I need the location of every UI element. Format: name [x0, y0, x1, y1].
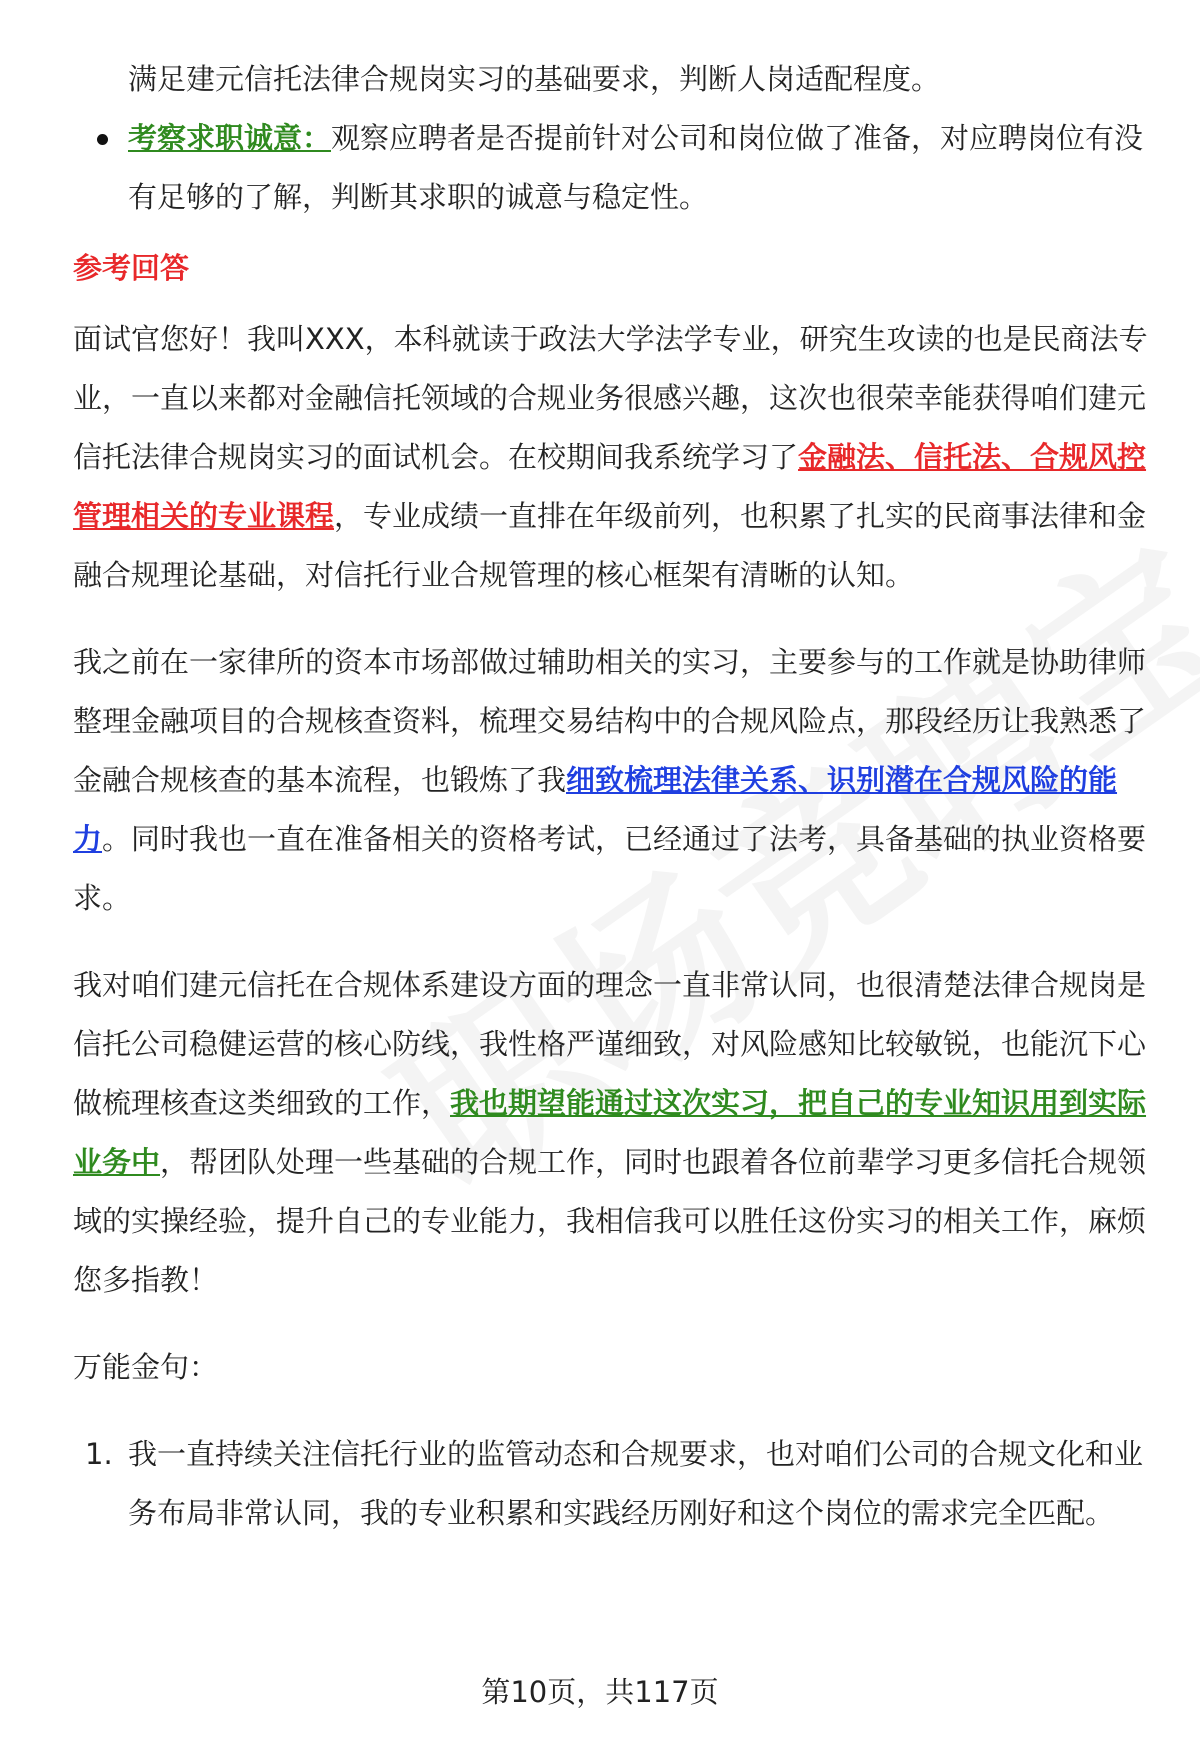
- answer-paragraph-2: [73, 633, 1153, 928]
- document-page: [73, 50, 1153, 1543]
- criteria-bullet: [73, 109, 1153, 227]
- page-footer: 第10页，共117页: [481, 1675, 719, 1709]
- highlight-blue: 细致梳理法律关系、识别潜在合规风险的能力: [73, 763, 1118, 856]
- golden-list-item: [73, 1425, 1153, 1543]
- answer-paragraph-3: [73, 956, 1153, 1310]
- list-item-text: 我一直持续关注信托行业的监管动态和合规要求，也对咱们公司的合规文化和业务布局非常认同，我的专业积累和实践经历刚好和这个岗位的需求完全匹配。: [128, 1437, 1144, 1530]
- paragraph-text: 面试官您好！我叫XXX，本科就读于政法大学法学专业，研究生攻读的也是民商法专业，一直以来都对金融信托领域的合规业务很感兴趣，这次也很荣幸能获得咱们建元信托法律合规岗实习的面试机会。在校期间我系统学习了: [73, 322, 1148, 474]
- criteria-continuation: 满足建元信托法律合规岗实习的基础要求，判断人岗适配程度。: [128, 62, 941, 96]
- paragraph-text: 。同时我也一直在准备相关的资格考试，已经通过了法考，具备基础的执业资格要求。: [73, 822, 1147, 915]
- paragraph-text: 我对咱们建元信托在合规体系建设方面的理念一直非常认同，也很清楚法律合规岗是信托公司稳健运营的核心防线，我性格严谨细致，对风险感知比较敏锐，也能沉下心做梳理核查这类细致的工作，: [73, 968, 1147, 1120]
- bullet-text: 观察应聘者是否提前针对公司和岗位做了准备，对应聘岗位有没有足够的了解，判断其求职的诚意与稳定性。: [128, 121, 1144, 214]
- answer-heading: 参考回答: [73, 251, 190, 285]
- paragraph-text: 我之前在一家律所的资本市场部做过辅助相关的实习，主要参与的工作就是协助律师整理金融项目的合规核查资料，梳理交易结构中的合规风险点，那段经历让我熟悉了金融合规核查的基本流程，也锻炼了我: [73, 645, 1147, 797]
- highlight-red: 金融法、信托法、合规风控管理相关的专业课程: [73, 440, 1147, 533]
- bullet-dot-icon: [97, 134, 108, 145]
- bullet-title: 考察求职诚意：: [128, 121, 332, 155]
- golden-heading: 万能金句：: [73, 1350, 219, 1384]
- highlight-green: 我也期望能通过这次实习，把自己的专业知识用到实际业务中: [73, 1086, 1147, 1179]
- paragraph-text: ，专业成绩一直排在年级前列，也积累了扎实的民商事法律和金融合规理论基础，对信托行业合规管理的核心框架有清晰的认知。: [73, 499, 1147, 592]
- paragraph-text: ，帮团队处理一些基础的合规工作，同时也跟着各位前辈学习更多信托合规领域的实操经验，提升自己的专业能力，我相信我可以胜任这份实习的相关工作，麻烦您多指教！: [73, 1145, 1147, 1297]
- list-number: 1.: [85, 1437, 113, 1471]
- answer-paragraph-1: [73, 310, 1153, 605]
